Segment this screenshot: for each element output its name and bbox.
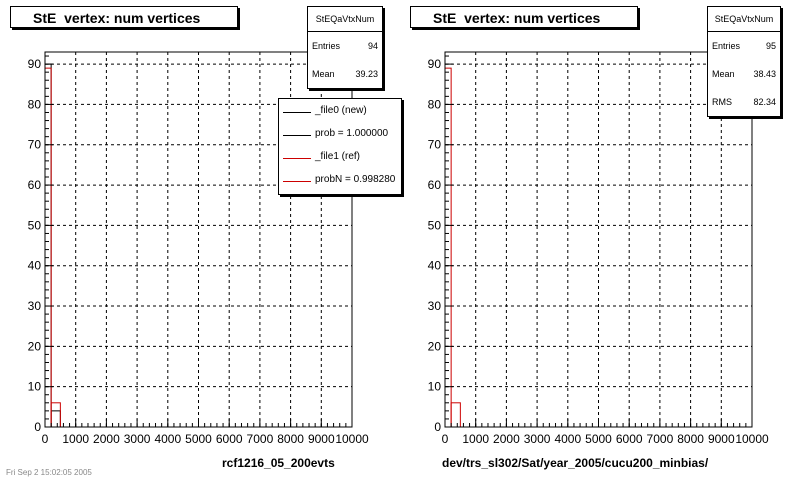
stats-value: 95	[765, 41, 776, 51]
histogram-bar	[45, 68, 51, 427]
legend-label: prob = 1.000000	[315, 128, 389, 139]
y-tick-label: 80	[27, 97, 41, 112]
stats-label: Entries	[312, 41, 341, 51]
legend-swatch	[283, 181, 311, 182]
legend-swatch	[283, 112, 311, 113]
legend-entry	[279, 170, 402, 192]
y-tick-label: 60	[427, 178, 441, 193]
stats-row-mean	[308, 60, 382, 88]
histogram-bar	[451, 403, 460, 427]
stats-row-entries	[308, 32, 382, 60]
x-tick-label: 7000	[646, 432, 674, 446]
y-tick-label: 40	[27, 258, 41, 273]
x-axis-label: rcf1216_05_200evts	[222, 456, 335, 470]
y-tick-label: 70	[27, 137, 41, 152]
histogram-bar	[445, 68, 451, 427]
y-tick-label: 90	[27, 57, 41, 72]
x-tick-label: 10000	[335, 432, 369, 446]
y-tick-label: 10	[27, 379, 41, 394]
y-tick-label: 40	[427, 258, 441, 273]
y-tick-label: 10	[427, 379, 441, 394]
histogram-bar	[51, 403, 60, 427]
stats-label: RMS	[712, 97, 732, 107]
legend-swatch	[283, 158, 311, 159]
x-tick-label: 2000	[93, 432, 120, 446]
stats-value: 94	[367, 41, 378, 51]
legend-label: _file0 (new)	[315, 105, 367, 116]
y-tick-label: 20	[427, 339, 441, 354]
y-tick-label: 60	[27, 178, 41, 193]
x-tick-label: 1000	[462, 432, 490, 446]
x-tick-label: 3000	[523, 432, 551, 446]
x-tick-label: 4000	[554, 432, 582, 446]
stats-row-mean	[708, 60, 780, 88]
chart-title: StE vertex: num vertices	[10, 6, 238, 28]
stats-value: 39.23	[355, 69, 378, 79]
y-tick-label: 90	[427, 57, 441, 72]
legend-label: _file1 (ref)	[315, 151, 361, 162]
y-tick-label: 70	[427, 137, 441, 152]
x-tick-label: 10000	[735, 432, 769, 446]
y-tick-label: 50	[427, 218, 441, 233]
histogram-bar	[51, 411, 60, 427]
x-tick-label: 9000	[707, 432, 735, 446]
stats-box	[307, 6, 383, 89]
x-tick-label: 5000	[585, 432, 612, 446]
histogram-bar	[45, 64, 51, 427]
x-axis-label: dev/trs_sl302/Sat/year_2005/cucu200_minbias/	[442, 456, 709, 470]
stats-label: Entries	[712, 41, 741, 51]
x-tick-label: 3000	[123, 432, 151, 446]
legend	[278, 98, 402, 195]
y-tick-label: 30	[427, 299, 441, 314]
x-tick-label: 2000	[493, 432, 520, 446]
x-tick-label: 8000	[277, 432, 304, 446]
legend-entry	[279, 101, 402, 123]
x-tick-label: 0	[41, 432, 49, 446]
legend-swatch	[283, 135, 311, 136]
x-tick-label: 0	[441, 432, 449, 446]
x-tick-label: 8000	[677, 432, 704, 446]
stats-row-entries	[708, 32, 780, 60]
stats-name: StEQaVtxNum	[708, 7, 780, 32]
stats-name: StEQaVtxNum	[308, 7, 382, 32]
chart-title: StE vertex: num vertices	[410, 6, 638, 28]
y-tick-label: 0	[434, 420, 441, 434]
stats-label: Mean	[712, 69, 735, 79]
stats-value: 38.43	[753, 69, 776, 79]
x-tick-label: 6000	[215, 432, 243, 446]
stats-row-rms	[708, 88, 780, 116]
y-tick-label: 50	[27, 218, 41, 233]
date-stamp: Fri Sep 2 15:02:05 2005	[6, 468, 92, 477]
legend-entry	[279, 147, 402, 169]
x-tick-label: 9000	[307, 432, 335, 446]
y-tick-label: 80	[427, 97, 441, 112]
stats-box	[707, 6, 781, 117]
x-tick-label: 1000	[62, 432, 90, 446]
histogram-pad-right	[400, 0, 800, 480]
stats-value: 82.34	[753, 97, 776, 107]
y-tick-label: 30	[27, 299, 41, 314]
y-tick-label: 0	[34, 420, 41, 434]
x-tick-label: 6000	[615, 432, 643, 446]
legend-entry	[279, 124, 402, 146]
legend-label: probN = 0.998280	[315, 174, 396, 185]
y-tick-label: 20	[27, 339, 41, 354]
x-tick-label: 4000	[154, 432, 182, 446]
x-tick-label: 5000	[185, 432, 212, 446]
x-tick-label: 7000	[246, 432, 274, 446]
stats-label: Mean	[312, 69, 335, 79]
